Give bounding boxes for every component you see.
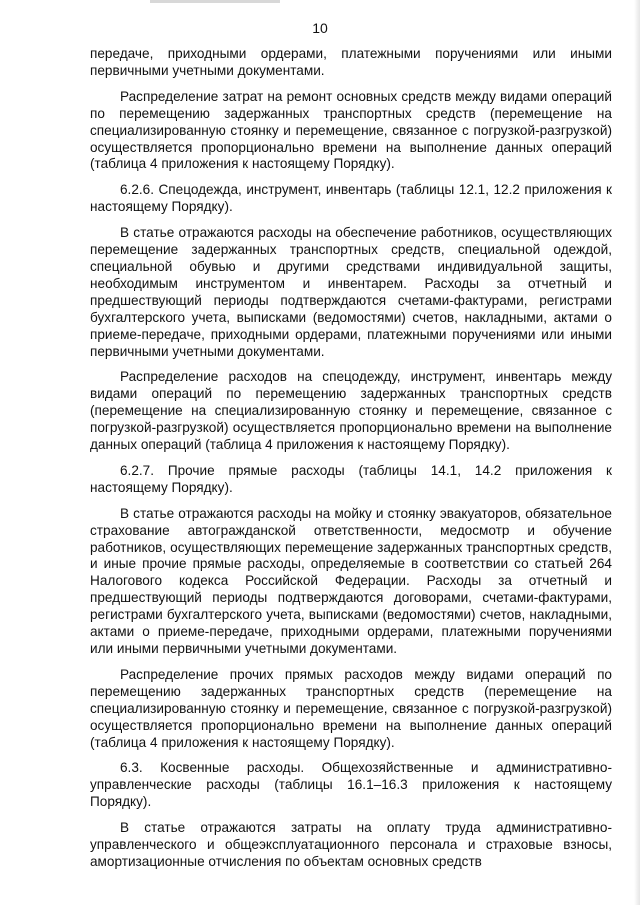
paragraph-workwear-expenses: В статье отражаются расходы на обеспечение работников, осуществляющих перемещение задержанных транспортных средств, специальной одеждой, специальной обувью и другими средствами индивидуальной защиты, необходимым инструментом и инвентарем. Расходы за отчетный и предшествующий периоды подтверждаются счетами-фактурами, регистрами бухгалтерского учета, выписками (ведомостями) счетов, накладными, актами о приеме-передаче, приходными ордерами, платежными поручениями или иными первичными учетными документами. — [90, 225, 612, 359]
paragraph-other-direct-distribution: Распределение прочих прямых расходов между видами операций по перемещению задержанных транспортных средств (перемещение на специализированную стоянку и перемещение, связанное с погрузкой-разгрузкой) осуществляется пропорционально времени на выполнение данных операций (таблица 4 приложения к настоящему Порядку). — [90, 666, 612, 750]
scan-edge-shadow — [634, 0, 640, 905]
scan-artifact — [150, 0, 280, 3]
paragraph-indirect-expenses: В статье отражаются затраты на оплату труда административно-управленческого и общеэксплуатационного персонала и страховые взносы, амортизационные отчисления по объектам основных средств — [90, 820, 612, 869]
paragraph-repair-cost-distribution: Распределение затрат на ремонт основных средств между видами операций по перемещению задержанных транспортных средств (перемещение на специализированную стоянку и перемещение, связанное с погрузкой-разгрузкой) осуществляется пропорционально времени на выполнение данных операций (таблица 4 приложения к настоящему Порядку). — [90, 88, 612, 172]
section-heading-6-3: 6.3. Косвенные расходы. Общехозяйственные и административно-управленческие расходы (таблицы 16.1–16.3 приложения к настоящему Порядку). — [90, 760, 612, 810]
page-number: 10 — [312, 20, 328, 36]
section-heading-6-2-6: 6.2.6. Спецодежда, инструмент, инвентарь (таблицы 12.1, 12.2 приложения к настоящему Порядку). — [90, 182, 612, 215]
paragraph-workwear-distribution: Распределение расходов на спецодежду, инструмент, инвентарь между видами операций по перемещению задержанных транспортных средств (перемещение на специализированную стоянку и перемещение, связанное с погрузкой-разгрузкой) осуществляется пропорционально времени на выполнение данных операций (таблица 4 приложения к настоящему Порядку). — [90, 369, 612, 453]
document-body — [90, 46, 612, 880]
section-heading-6-2-7: 6.2.7. Прочие прямые расходы (таблицы 14.1, 14.2 приложения к настоящему Порядку). — [90, 462, 612, 495]
paragraph-other-direct-expenses: В статье отражаются расходы на мойку и стоянку эвакуаторов, обязательное страхование автогражданской ответственности, медосмотр и обучение работников, осуществляющих перемещение задержанных транспортных средств, и иные прочие прямые расходы, определяемые в соответствии со статьей 264 Налогового кодекса Российской Федерации. Расходы за отчетный и предшествующий периоды подтверждаются договорами, счетами-фактурами, регистрами бухгалтерского учета, выписками (ведомостями) счетов, накладными, актами о приеме-передаче, приходными ордерами, платежными поручениями или иными первичными учетными документами. — [90, 505, 612, 656]
paragraph-continuation: передаче, приходными ордерами, платежными поручениями или иными первичными учетными документами. — [90, 46, 612, 78]
